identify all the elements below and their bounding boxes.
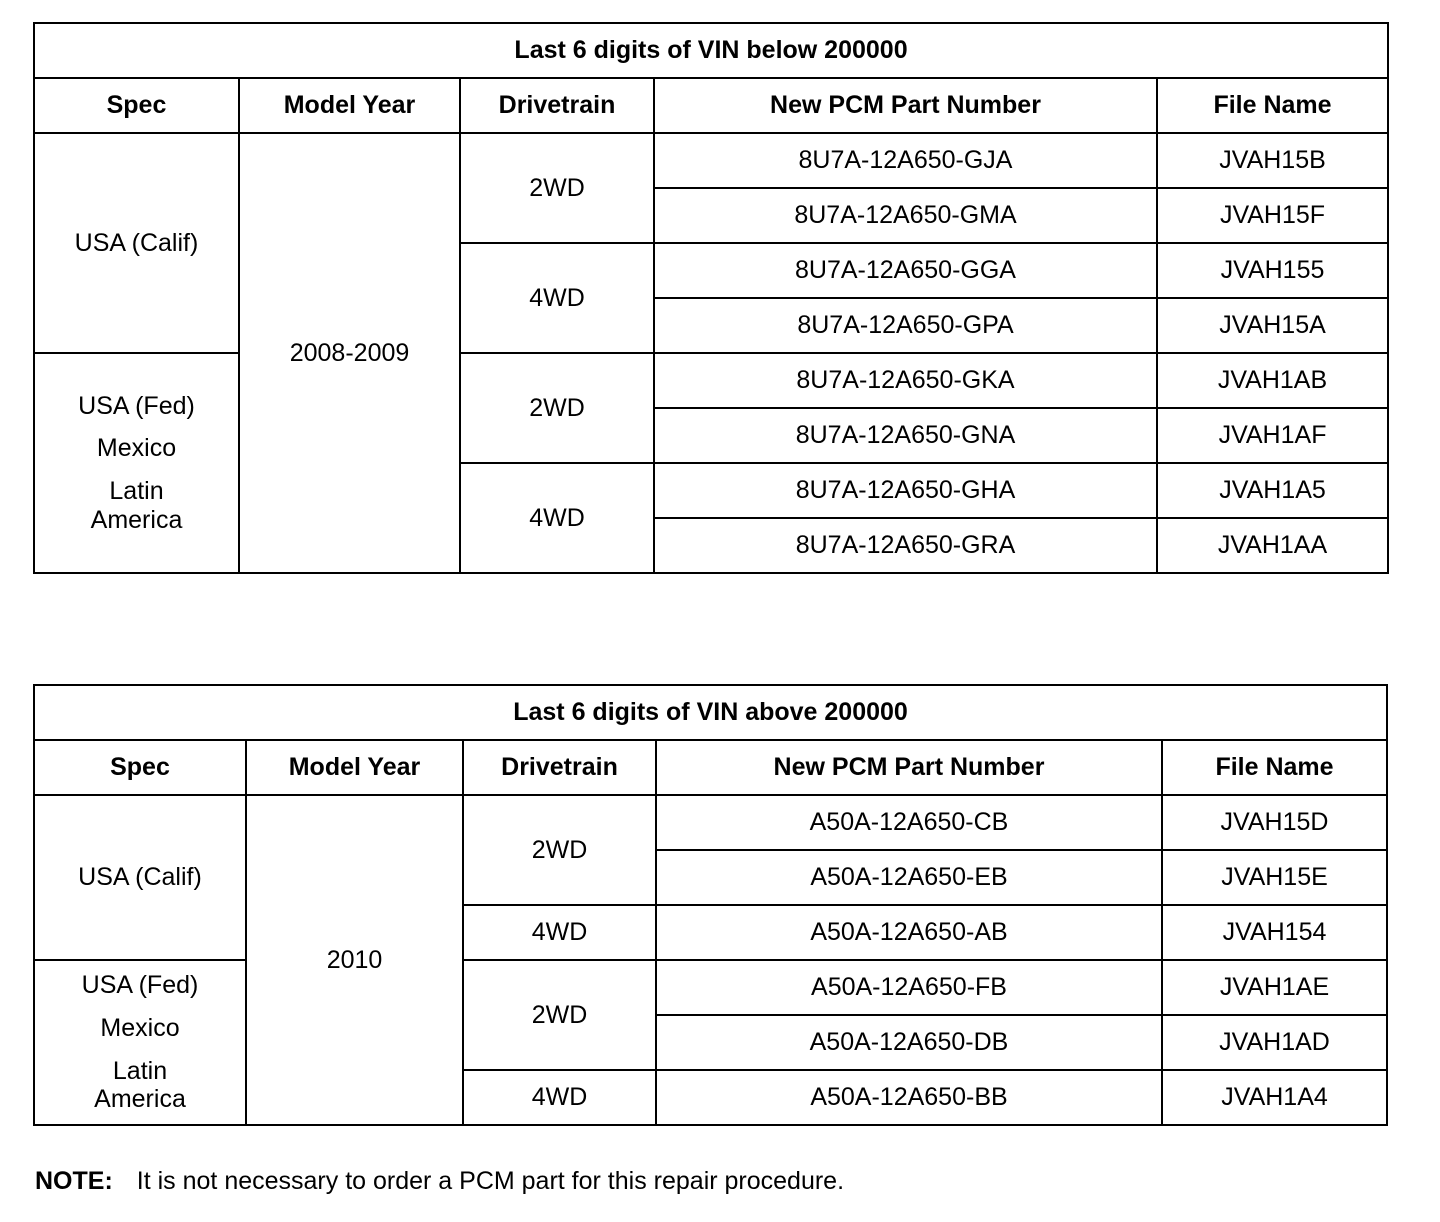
file-name-cell: JVAH1AA [1157, 518, 1388, 573]
file-name-cell: JVAH1AB [1157, 353, 1388, 408]
part-number-cell: 8U7A-12A650-GMA [654, 188, 1157, 243]
file-name-cell: JVAH155 [1157, 243, 1388, 298]
drivetrain-cell: 2WD [463, 795, 656, 905]
part-number-cell: A50A-12A650-BB [656, 1070, 1162, 1125]
file-name-cell: JVAH1A4 [1162, 1070, 1387, 1125]
header-part-number: New PCM Part Number [656, 740, 1162, 795]
part-number-cell: A50A-12A650-EB [656, 850, 1162, 905]
note-label: NOTE: [35, 1167, 113, 1195]
model-year-cell: 2010 [246, 795, 463, 1125]
file-name-cell: JVAH1AE [1162, 960, 1387, 1015]
part-number-cell: A50A-12A650-DB [656, 1015, 1162, 1070]
drivetrain-cell: 4WD [463, 1070, 656, 1125]
part-number-cell: A50A-12A650-AB [656, 905, 1162, 960]
spec-line: USA (Fed) [78, 391, 195, 420]
header-row [34, 78, 1388, 133]
drivetrain-cell: 2WD [460, 353, 654, 463]
table-title: Last 6 digits of VIN above 200000 [34, 685, 1387, 740]
file-name-cell: JVAH15F [1157, 188, 1388, 243]
part-number-cell: 8U7A-12A650-GJA [654, 133, 1157, 188]
part-number-cell: A50A-12A650-FB [656, 960, 1162, 1015]
part-number-cell: 8U7A-12A650-GRA [654, 518, 1157, 573]
file-name-cell: JVAH15E [1162, 850, 1387, 905]
part-number-cell: 8U7A-12A650-GHA [654, 463, 1157, 518]
spec-line: America [94, 1085, 186, 1114]
header-part-number: New PCM Part Number [654, 78, 1157, 133]
note-text: It is not necessary to order a PCM part for this repair procedure. [136, 1167, 845, 1195]
header-model-year: Model Year [246, 740, 463, 795]
header-row [34, 740, 1387, 795]
table-row [34, 353, 1388, 408]
pcm-table-vin-below [33, 22, 1389, 574]
model-year-cell: 2008-2009 [239, 133, 460, 573]
spec-line: Mexico [100, 1013, 180, 1042]
header-model-year: Model Year [239, 78, 460, 133]
table-row [34, 133, 1388, 188]
header-file-name: File Name [1162, 740, 1387, 795]
drivetrain-cell: 4WD [460, 463, 654, 573]
file-name-cell: JVAH154 [1162, 905, 1387, 960]
file-name-cell: JVAH1A5 [1157, 463, 1388, 518]
spec-line: Mexico [96, 434, 177, 463]
header-drivetrain: Drivetrain [463, 740, 656, 795]
spec-cell [34, 133, 239, 353]
file-name-cell: JVAH15D [1162, 795, 1387, 850]
spec-cell [34, 353, 239, 573]
part-number-cell: 8U7A-12A650-GGA [654, 243, 1157, 298]
file-name-cell: JVAH1AD [1162, 1015, 1387, 1070]
note [35, 1167, 844, 1196]
file-name-cell: JVAH15A [1157, 298, 1388, 353]
part-number-cell: 8U7A-12A650-GNA [654, 408, 1157, 463]
header-drivetrain: Drivetrain [460, 78, 654, 133]
spec-line: USA (Calif) [78, 863, 202, 892]
header-spec: Spec [34, 78, 239, 133]
header-spec: Spec [34, 740, 246, 795]
header-file-name: File Name [1157, 78, 1388, 133]
table-title: Last 6 digits of VIN below 200000 [34, 23, 1388, 78]
drivetrain-cell: 2WD [460, 133, 654, 243]
spec-line: USA (Calif) [74, 228, 199, 257]
part-number-cell: 8U7A-12A650-GPA [654, 298, 1157, 353]
table-row [34, 795, 1387, 850]
file-name-cell: JVAH1AF [1157, 408, 1388, 463]
part-number-cell: 8U7A-12A650-GKA [654, 353, 1157, 408]
pcm-table-vin-above [33, 684, 1388, 1126]
drivetrain-cell: 4WD [460, 243, 654, 353]
table-row [34, 960, 1387, 1015]
spec-cell [34, 795, 246, 960]
spec-line: USA (Fed) [81, 971, 199, 999]
spec-line: Latin [112, 1056, 168, 1085]
spec-cell [34, 960, 246, 1125]
spec-line: Latin [109, 477, 164, 505]
file-name-cell: JVAH15B [1157, 133, 1388, 188]
drivetrain-cell: 2WD [463, 960, 656, 1070]
part-number-cell: A50A-12A650-CB [656, 795, 1162, 850]
drivetrain-cell: 4WD [463, 905, 656, 960]
spec-line: America [90, 505, 183, 534]
